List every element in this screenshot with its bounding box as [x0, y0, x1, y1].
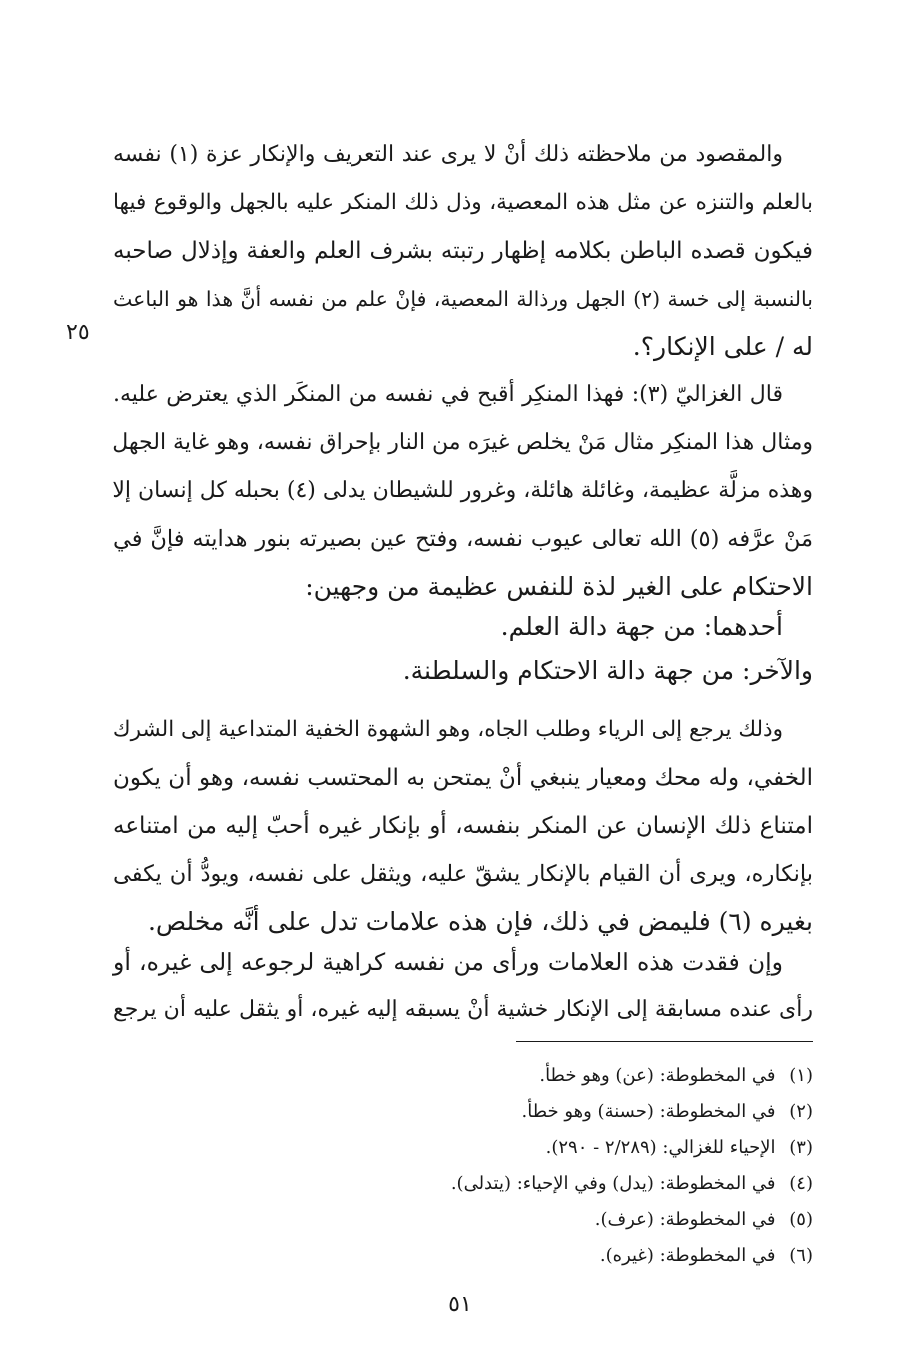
footnote-number: (٢): [789, 1101, 813, 1122]
text-line: والمقصود من ملاحظته ذلك أنْ لا يرى عند التعريف والإنكار عزة (١) نفسه: [113, 142, 783, 167]
text-line: ومثال هذا المنكِر مثال مَنْ يخلص غيرَه من النار بإحراق نفسه، وهو غاية الجهل: [112, 430, 813, 455]
footnote-item: [300, 1202, 813, 1238]
footnote-separator: [516, 1041, 813, 1042]
text-line: بالعلم والتنزه عن مثل هذه المعصية، وذل ذلك المنكر عليه بالجهل والوقوع فيها: [113, 190, 813, 215]
text-line: مَنْ عرَّفه (٥) الله تعالى عيوب نفسه، وفتح عين بصيرته بنور هدايته فإنَّ في: [113, 526, 813, 552]
footnote-number: (٥): [789, 1209, 813, 1230]
footnote-item: [300, 1094, 813, 1130]
text-line: وهذه مزلَّة عظيمة، وغائلة هائلة، وغرور للشيطان يدلى (٤) بحبله كل إنسان إلا: [112, 478, 813, 503]
footnote-number: (٤): [789, 1173, 813, 1194]
footnote-number: (٦): [789, 1245, 813, 1266]
margin-page-marker: ٢٥: [66, 320, 90, 345]
paragraph-3: [113, 605, 813, 693]
text-line: بغيره (٦) فليمض في ذلك، فإن هذه علامات تدل على أنَّه مخلص.: [147, 907, 813, 936]
footnote-text: في المخطوطة: (غيره).: [599, 1245, 776, 1266]
footnotes: [300, 1058, 813, 1274]
footnote-number: (٣): [789, 1137, 813, 1158]
footnote-text: في المخطوطة: (حسنة) وهو خطأ.: [521, 1101, 776, 1122]
text-line: والآخر: من جهة دالة الاحتكام والسلطنة.: [402, 656, 813, 685]
text-line: بإنكاره، ويرى أن القيام بالإنكار يشقّ عليه، ويثقل على نفسه، ويودُّ أن يكفى: [113, 861, 813, 887]
footnote-text: الإحياء للغزالي: (٢/٢٨٩ - ٢٩٠).: [545, 1137, 776, 1158]
text-line: أحدهما: من جهة دالة العلم.: [500, 612, 783, 641]
footnote-item: [300, 1058, 813, 1094]
page-number: ٥١: [448, 1292, 472, 1317]
text-line: امتناع ذلك الإنسان عن المنكر بنفسه، أو بإنكار غيره أحبّ إليه من امتناعه: [113, 813, 813, 839]
footnote-number: (١): [789, 1065, 813, 1086]
footnote-item: [300, 1130, 813, 1166]
paragraph-5: [113, 938, 813, 1034]
text-line: رأى عنده مسابقة إلى الإنكار خشية أنْ يسبقه إليه غيره، أو يثقل عليه أن يرجع: [113, 997, 813, 1022]
text-line: له / على الإنكار؟.: [632, 332, 813, 361]
text-line: قال الغزاليّ (٣): فهذا المنكِر أقبح في نفسه من المنكَر الذي يعترض عليه.: [113, 382, 783, 407]
text-line: الخفي، وله محك ومعيار ينبغي أنْ يمتحن به المحتسب نفسه، وهو أن يكون: [113, 765, 813, 791]
text-line: بالنسبة إلى خسة (٢) الجهل ورذالة المعصية، فإنْ علم من نفسه أنَّ هذا هو الباعث: [113, 287, 813, 311]
footnote-text: في المخطوطة: (عرف).: [594, 1209, 776, 1230]
footnote-text: في المخطوطة: (يدل) وفي الإحياء: (يتدلى).: [450, 1173, 776, 1194]
footnote-item: [300, 1166, 813, 1202]
text-line: وذلك يرجع إلى الرياء وطلب الجاه، وهو الشهوة الخفية المتداعية إلى الشرك: [112, 717, 783, 742]
footnote-item: [300, 1238, 813, 1274]
text-line: وإن فقدت هذه العلامات ورأى من نفسه كراهية لرجوعه إلى غيره، أو: [113, 948, 783, 976]
text-line: الاحتكام على الغير لذة للنفس عظيمة من وجهين:: [305, 572, 813, 601]
paragraph-2: [113, 371, 813, 611]
paragraph-4: [113, 706, 813, 946]
paragraph-1: [113, 131, 813, 371]
text-line: فيكون قصده الباطن بكلامه إظهار رتبته بشرف العلم والعفة وإذلال صاحبه: [113, 238, 813, 264]
footnote-text: في المخطوطة: (عن) وهو خطأ.: [539, 1065, 776, 1086]
